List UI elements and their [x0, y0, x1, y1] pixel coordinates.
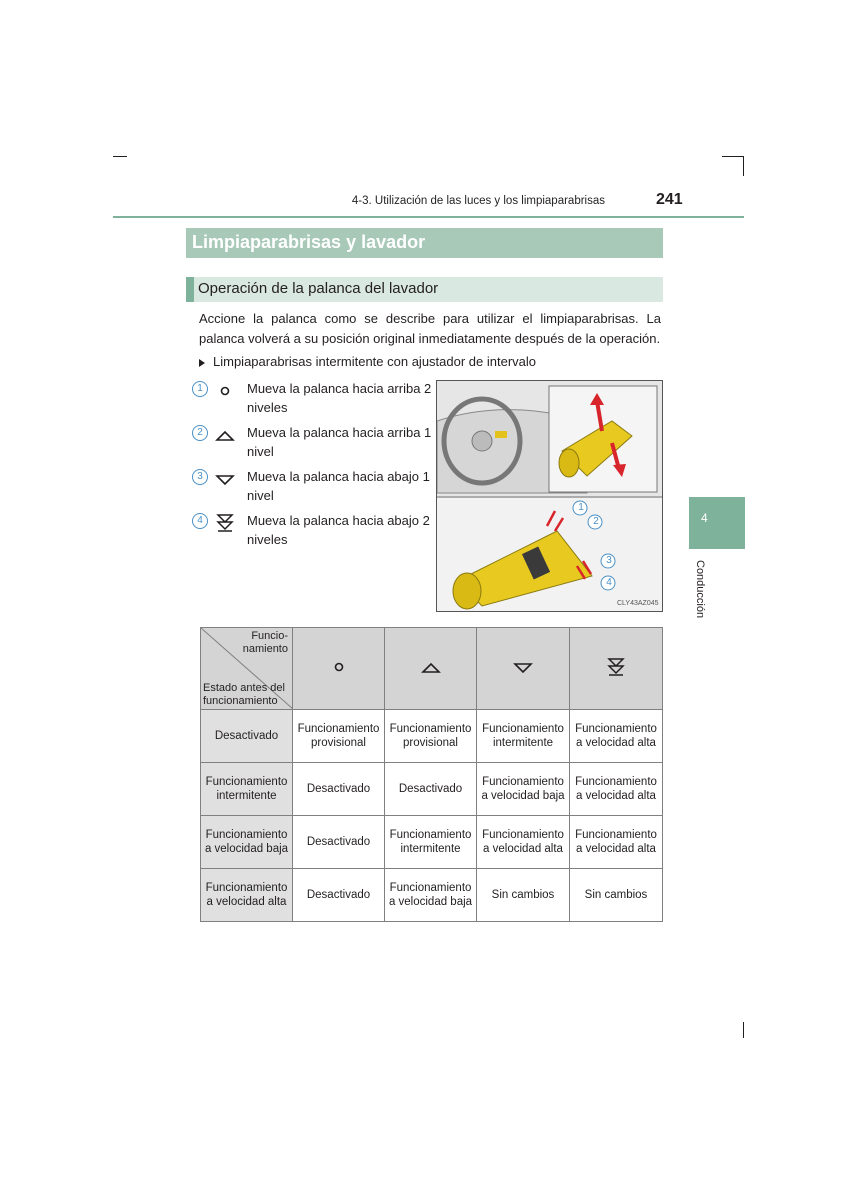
table-cell: Funcionamiento a velocidad baja — [477, 763, 570, 816]
bullet-item — [199, 353, 536, 371]
sub-heading: Operación de la palanca del lavador — [186, 277, 663, 302]
table-row — [201, 763, 663, 816]
table-cell: Funcionamiento a velocidad alta — [477, 816, 570, 869]
table-cell: Desactivado — [293, 869, 385, 922]
table-cell: Funcionamiento intermitente — [477, 710, 570, 763]
table-row — [201, 710, 663, 763]
double-down-triangle-icon — [605, 657, 627, 677]
step-number: 2 — [192, 425, 208, 441]
crop-mark — [743, 1022, 744, 1038]
table-cell: Funcionamiento a velocidad baja — [385, 869, 477, 922]
crop-mark — [743, 156, 744, 176]
row-header: Funcionamiento intermitente — [201, 763, 293, 816]
page-number: 241 — [656, 191, 683, 208]
double-down-triangle-icon — [214, 513, 236, 533]
step-3 — [192, 468, 432, 508]
step-number: 1 — [192, 381, 208, 397]
step-2 — [192, 424, 432, 464]
table-header-row — [201, 628, 663, 710]
corner-cell — [201, 628, 293, 710]
step-number: 4 — [192, 513, 208, 529]
step-text: Mueva la palanca hacia arriba 1 nivel — [247, 425, 432, 459]
illustration-drawing — [437, 381, 662, 611]
chapter-label: Conducción — [694, 560, 706, 619]
down-triangle-icon — [214, 469, 236, 489]
wiper-lever-illustration — [436, 380, 663, 612]
chapter-number: 4 — [701, 511, 708, 525]
column-header — [385, 628, 477, 710]
column-header — [293, 628, 385, 710]
column-header — [477, 628, 570, 710]
row-header: Funcionamiento a velocidad alta — [201, 869, 293, 922]
step-1 — [192, 380, 432, 420]
callout-2: 2 — [593, 516, 599, 527]
table-row — [201, 869, 663, 922]
step-text: Mueva la palanca hacia arriba 2 niveles — [247, 381, 432, 415]
table-cell: Desactivado — [293, 816, 385, 869]
bullet-triangle-icon — [199, 359, 205, 367]
table-row — [201, 816, 663, 869]
table-cell: Sin cambios — [477, 869, 570, 922]
table-cell: Funcionamiento provisional — [293, 710, 385, 763]
chapter-tab[interactable] — [689, 497, 745, 549]
table-cell: Desactivado — [293, 763, 385, 816]
section-title: 4-3. Utilización de las luces y los limpiaparabrisas — [351, 195, 605, 207]
crop-mark — [722, 156, 744, 157]
down-triangle-icon — [512, 657, 534, 677]
corner-bottom-label: Estado antes del funcionamiento — [203, 682, 285, 707]
column-header — [570, 628, 663, 710]
main-heading: Limpiaparabrisas y lavador — [186, 228, 663, 258]
up-triangle-icon — [214, 425, 236, 445]
intro-paragraph: Accione la palanca como se describe para utilizar el limpiaparabrisas. La palanca volverá a su posición original inmediatamente después de la operación. — [199, 311, 661, 346]
step-text: Mueva la palanca hacia abajo 1 nivel — [247, 469, 430, 503]
corner-top-label: Funcio-namiento — [242, 630, 288, 655]
row-header: Desactivado — [201, 710, 293, 763]
circle-icon — [328, 657, 350, 677]
step-text: Mueva la palanca hacia abajo 2 niveles — [247, 513, 430, 547]
bullet-text: Limpiaparabrisas intermitente con ajustador de intervalo — [213, 354, 537, 369]
crop-mark — [113, 156, 127, 157]
callout-4: 4 — [606, 577, 612, 588]
table-cell: Funcionamiento provisional — [385, 710, 477, 763]
illustration-code: CLY43AZ045 — [617, 600, 659, 607]
row-header: Funcionamiento a velocidad baja — [201, 816, 293, 869]
step-number: 3 — [192, 469, 208, 485]
table-cell: Funcionamiento a velocidad alta — [570, 816, 663, 869]
table-cell: Desactivado — [385, 763, 477, 816]
table-cell: Funcionamiento a velocidad alta — [570, 710, 663, 763]
up-triangle-icon — [420, 657, 442, 677]
circle-icon — [214, 381, 236, 401]
callout-1: 1 — [578, 502, 584, 513]
table-cell: Funcionamiento intermitente — [385, 816, 477, 869]
header-rule — [113, 216, 744, 218]
table-cell: Funcionamiento a velocidad alta — [570, 763, 663, 816]
callout-3: 3 — [606, 555, 612, 566]
step-4 — [192, 512, 432, 552]
wiper-operation-table — [200, 627, 663, 922]
table-cell: Sin cambios — [570, 869, 663, 922]
